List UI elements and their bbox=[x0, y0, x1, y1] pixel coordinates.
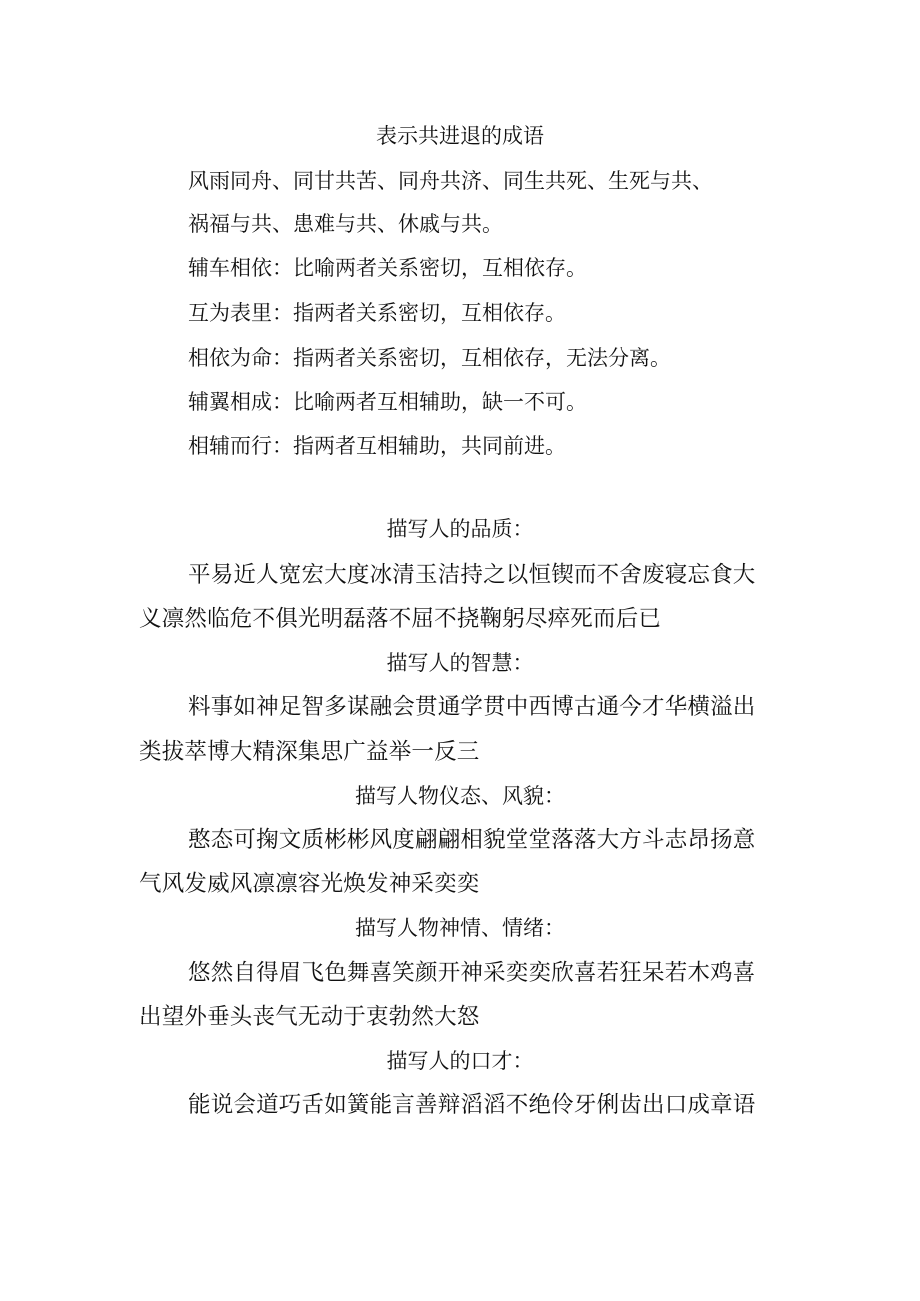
paragraph-line: 相辅而行：指两者互相辅助，共同前进。 bbox=[188, 434, 566, 458]
paragraph-line: 辅翼相成：比喻两者互相辅助，缺一不可。 bbox=[188, 390, 587, 414]
paragraph-line: 出望外垂头丧气无动于衷勃然大怒 bbox=[139, 1004, 480, 1030]
section-heading: 描写人的品质： bbox=[386, 517, 534, 541]
section-heading: 描写人的口才： bbox=[386, 1049, 534, 1073]
paragraph-line: 气风发威风凛凛容光焕发神采奕奕 bbox=[139, 871, 480, 897]
section-title: 表示共进退的成语 bbox=[376, 124, 544, 148]
paragraph-line: 类拔萃博大精深集思广益举一反三 bbox=[139, 739, 480, 765]
paragraph-line: 平易近人宽宏大度冰清玉洁持之以恒锲而不舍废寝忘食大 bbox=[188, 562, 756, 588]
section-heading: 描写人物神情、情绪： bbox=[355, 916, 565, 940]
paragraph-line: 义凛然临危不俱光明磊落不屈不挠鞠躬尽瘁死而后已 bbox=[139, 606, 662, 632]
section-heading: 描写人的智慧： bbox=[386, 651, 534, 675]
paragraph-line: 料事如神足智多谋融会贯通学贯中西博古通今才华横溢出 bbox=[188, 694, 756, 720]
paragraph-line: 辅车相依：比喻两者关系密切，互相依存。 bbox=[188, 256, 587, 280]
paragraph-line: 悠然自得眉飞色舞喜笑颜开神采奕奕欣喜若狂呆若木鸡喜 bbox=[188, 960, 756, 986]
paragraph-line: 祸福与共、患难与共、休戚与共。 bbox=[188, 212, 503, 236]
paragraph-line: 风雨同舟、同甘共苦、同舟共济、同生共死、生死与共、 bbox=[188, 169, 713, 193]
paragraph-line: 互为表里：指两者关系密切，互相依存。 bbox=[188, 301, 566, 325]
paragraph-line: 能说会道巧舌如簧能言善辩滔滔不绝伶牙俐齿出口成章语 bbox=[188, 1092, 756, 1118]
paragraph-line: 相依为命：指两者关系密切，互相依存，无法分离。 bbox=[188, 346, 671, 370]
paragraph-line: 憨态可掬文质彬彬风度翩翩相貌堂堂落落大方斗志昂扬意 bbox=[188, 827, 756, 853]
section-heading: 描写人物仪态、风貌： bbox=[355, 784, 565, 808]
